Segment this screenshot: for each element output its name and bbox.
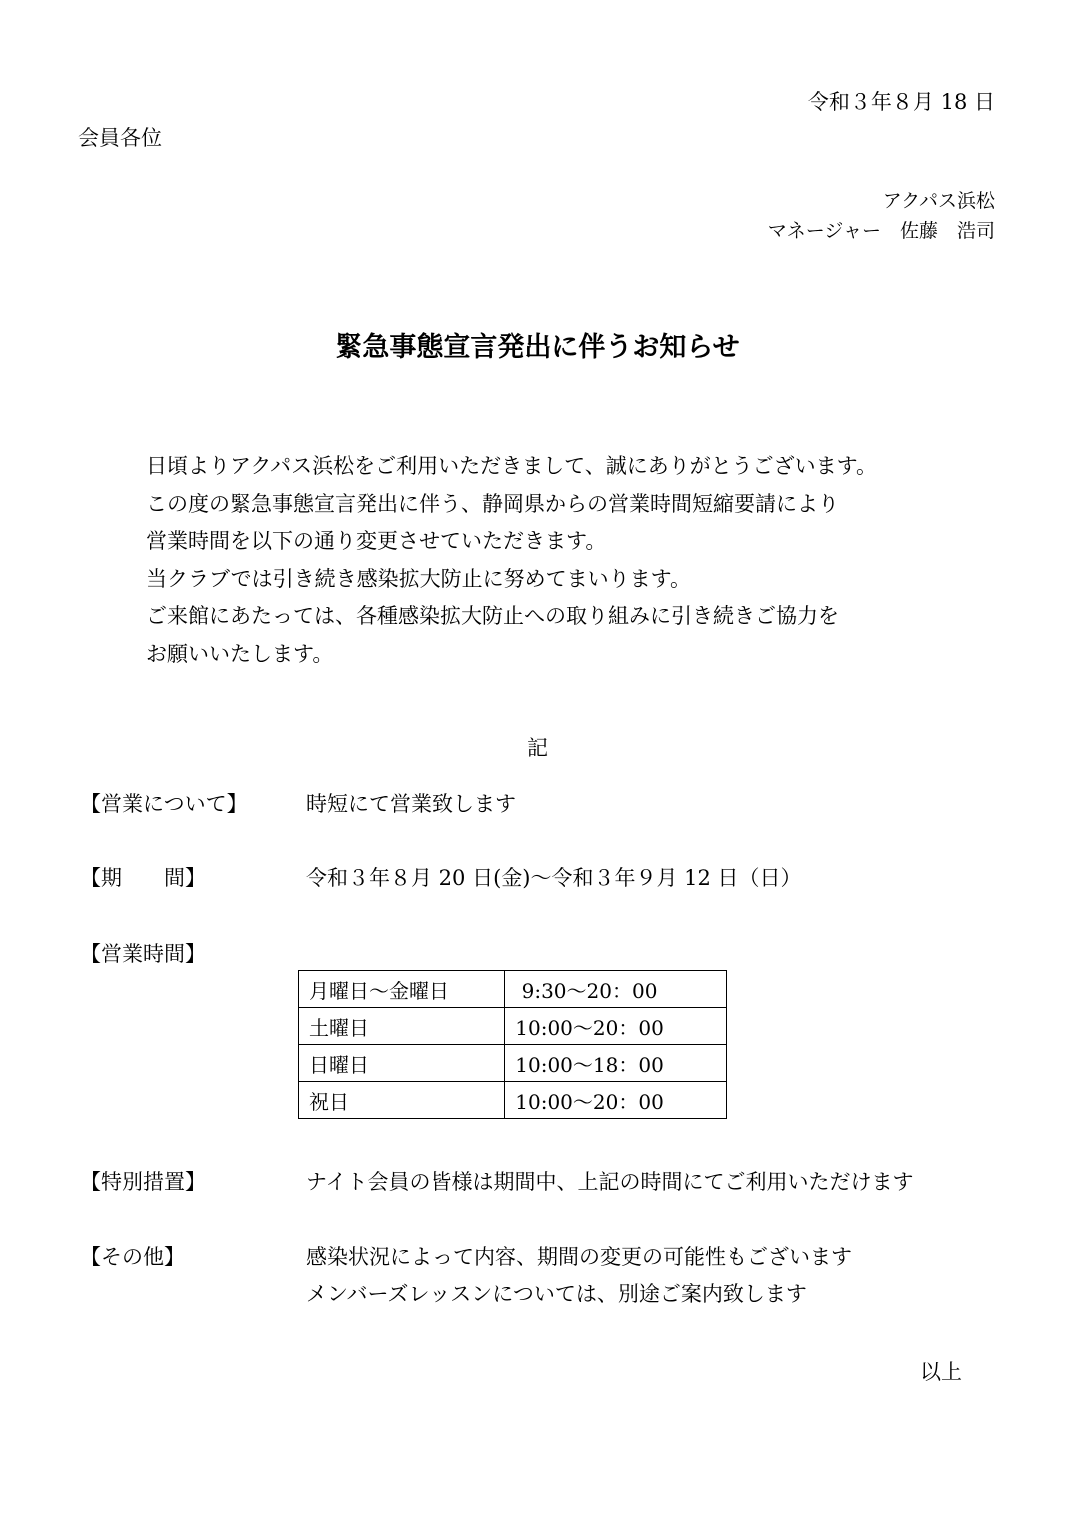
hours-label: 【営業時間】 [80, 942, 206, 966]
sender-organization: アクパス浜松 [882, 190, 995, 212]
document-date: 令和３年８月 18 日 [807, 90, 995, 114]
body-line: この度の緊急事態宣言発出に伴う、静岡県からの営業時間短縮要請により [146, 491, 839, 516]
hours-table [298, 970, 727, 1119]
hours-day-cell: 土曜日 [299, 1008, 505, 1045]
body-text [146, 448, 877, 673]
hours-day-cell: 日曜日 [299, 1045, 505, 1082]
hours-time-cell: 9:30～20：00 [505, 971, 727, 1008]
closing-mark: 以上 [920, 1360, 962, 1384]
period-label: 【期 間】 [80, 866, 206, 890]
other-value-1: 感染状況によって内容、期間の変更の可能性もございます [306, 1245, 852, 1269]
special-value: ナイト会員の皆様は期間中、上記の時間にてご利用いただけます [306, 1170, 914, 1194]
ki-heading: 記 [527, 736, 548, 760]
hours-time-cell: 10:00～18：00 [505, 1045, 727, 1082]
document-title: 緊急事態宣言発出に伴うお知らせ [335, 332, 740, 363]
body-line: 当クラブでは引き続き感染拡大防止に努めてまいります。 [146, 566, 691, 591]
other-label: 【その他】 [80, 1245, 185, 1269]
period-value: 令和３年８月 20 日(金)～令和３年９月 12 日（日） [306, 866, 802, 890]
recipient: 会員各位 [78, 126, 162, 150]
body-line: ご来館にあたっては、各種感染拡大防止への取り組みに引き続きご協力を [146, 604, 839, 628]
hours-time-cell: 10:00～20：00 [505, 1008, 727, 1045]
table-row [299, 1045, 727, 1082]
body-line: 日頃よりアクパス浜松をご利用いただきまして、誠にありがとうございます。 [146, 454, 878, 478]
special-label: 【特別措置】 [80, 1170, 206, 1194]
hours-day-cell: 月曜日～金曜日 [299, 971, 505, 1008]
hours-time-cell: 10:00～20：00 [505, 1082, 727, 1119]
sender-name: マネージャー 佐藤 浩司 [767, 220, 995, 242]
table-row [299, 1082, 727, 1119]
business-label: 【営業について】 [80, 792, 248, 816]
table-row [299, 1008, 727, 1045]
body-line: 営業時間を以下の通り変更させていただきます。 [146, 529, 607, 553]
other-value-2: メンバーズレッスンについては、別途ご案内致します [306, 1282, 807, 1306]
table-row [299, 971, 727, 1008]
body-line: お願いいたします。 [146, 641, 334, 666]
business-value: 時短にて営業致します [306, 792, 516, 816]
hours-day-cell: 祝日 [299, 1082, 505, 1119]
